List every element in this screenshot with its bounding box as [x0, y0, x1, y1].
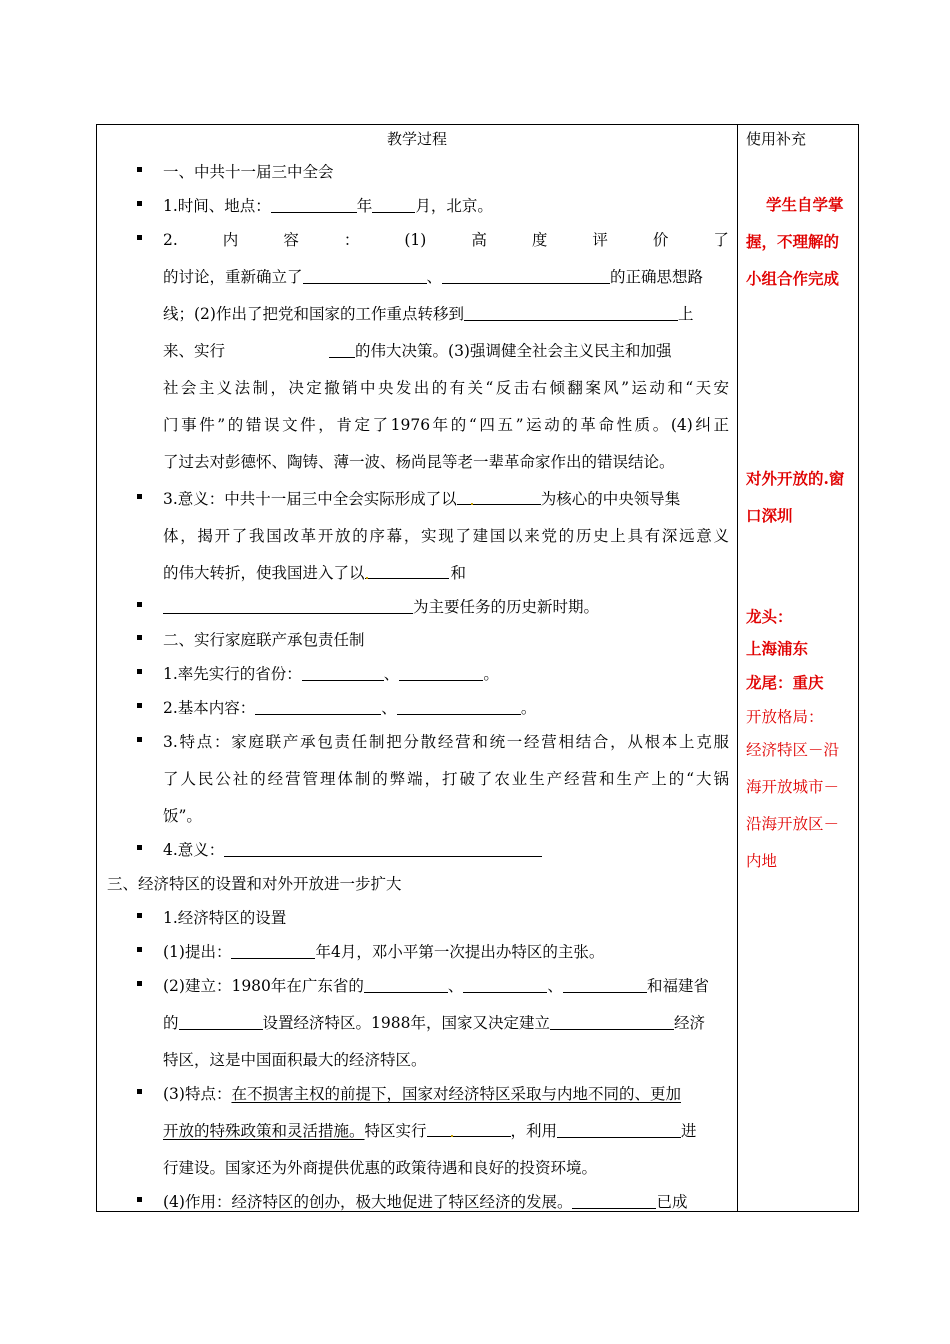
- blank-field: [457, 489, 541, 505]
- section-1-title: 一、中共十一届三中全会: [163, 163, 334, 181]
- blank-field: [224, 841, 542, 857]
- bullet-icon: [137, 635, 142, 640]
- blank-field: [231, 943, 315, 959]
- section-3-title: 三、经济特区的设置和对外开放进一步扩大: [107, 875, 402, 893]
- blank-field: [329, 342, 355, 358]
- blank-field: [163, 598, 413, 614]
- side-note-line: 内地: [746, 852, 778, 870]
- blank-field: [302, 665, 384, 681]
- blank-field: [303, 268, 427, 284]
- bullet-icon: [137, 669, 142, 674]
- blank-field: [365, 563, 449, 579]
- bullet-icon: [137, 167, 142, 172]
- lesson-table: [96, 124, 859, 1212]
- bullet-icon: [137, 1089, 142, 1094]
- blank-field: [179, 1014, 263, 1030]
- blank-field: [572, 1193, 656, 1209]
- bullet-icon: [137, 1197, 142, 1202]
- side-note-line: 开放格局：: [746, 708, 824, 726]
- blank-field: [654, 305, 678, 321]
- side-note-line: 龙尾：重庆: [746, 673, 824, 692]
- blank-field: [397, 699, 521, 715]
- side-note-line: 口深圳: [746, 506, 793, 525]
- blank-field: [399, 665, 483, 681]
- blank-field: [442, 268, 610, 284]
- side-note-line: 经济特区－沿: [746, 741, 840, 759]
- blank-field: [557, 1122, 681, 1138]
- side-note-line: 沿海开放区－: [746, 815, 840, 833]
- blank-field: [463, 977, 547, 993]
- blank-field: [550, 1014, 674, 1030]
- blank-field: [271, 197, 357, 213]
- blank-field: [255, 699, 381, 715]
- bullet-icon: [137, 913, 142, 918]
- side-note-line: 上海浦东: [746, 639, 809, 658]
- blank-field: [372, 197, 415, 213]
- side-column: [738, 125, 858, 1211]
- bullet-icon: [137, 947, 142, 952]
- bullet-icon: [137, 981, 142, 986]
- content-line: 2. 内 容 ： (1) 高 度 评 价 了: [163, 231, 729, 249]
- blank-field: [563, 977, 647, 993]
- side-note-line: 龙头：: [746, 607, 793, 626]
- section-2-title: 二、实行家庭联产承包责任制: [163, 631, 365, 649]
- main-column-header: 教学过程: [386, 130, 447, 148]
- bullet-icon: [137, 845, 142, 850]
- side-note-line: 学生自学掌: [766, 195, 844, 214]
- bullet-icon: [137, 235, 142, 240]
- bullet-icon: [137, 494, 142, 499]
- side-note-line: 海开放城市－: [746, 778, 840, 796]
- side-column-header: 使用补充: [746, 130, 807, 148]
- side-note-line: 对外开放的.窗: [746, 469, 845, 488]
- side-note-line: 小组合作完成: [746, 269, 840, 288]
- blank-field: [427, 1121, 511, 1137]
- side-note-line: 握，不理解的: [746, 232, 840, 251]
- blank-field: [364, 977, 448, 993]
- bullet-icon: [137, 201, 142, 206]
- bullet-icon: [137, 703, 142, 708]
- main-column: 教学过程 一、中共十一届三中全会 1.时间、地点： 年 月，北京。 2. 内 容 ： (1) 高 度 评 价 了 的讨论，重新确立了 、 的正确思想路 线；(2)作出了把党和国家的工作重点转移到 上 来、实行 的伟大决策。(3)强调健全社会主义民主和加强 社会主义法制，决定撤销中央发出的有关“反击右倾翻案风”运动和“天安 门事件”的错误文件，肯定了1976年的“四五”运动的革命性质。(4)纠正 了过去对彭德怀、陶铸、薄一波、杨尚昆等老一辈革命家作出的错误结论。 3.意义：中共十一届三中全会实际形成了以 为核心的中央领导集 体，揭开了我国改革开放的序幕，实现了建国以来党的历史上具有深远意义 的伟大转折，使我国进入了以 和 为主要任务的历史新时期。 二、实行家庭联产承包责任制 1.率先实行的省份： 、 。 2.基本内容： 、 。 3.特点：家庭联产承包责任制把分散经营和统一经营相结合，从根本上克服 了人民公社的经营管理体制的弊端，打破了农业生产经营和生产上的“大锅 饭”。 4.意义： 三、经济特区的设置和对外开放进一步扩大 1.经济特区的设置 (1)提出： 年4月，邓小平第一次提出办特区的主张。 (2)建立：1980年在广东省的 、 、 和福建省 的 设置经济特区。1988年，国家又决定建立 经济 特区，这是中国面积最大的经济特区。 (3)特点：在不损害主权的前提下，国家对经济特区采取与内地不同的、更加 开放的特殊政策和灵活措施。特区实行 ，利用 进 行建设。国家还为外商提供优惠的政策待遇和良好的投资环境。 (4)作用：经济特区的创办，极大地促进了特区经济的发展。 已成: [97, 125, 737, 1211]
- bullet-icon: [137, 602, 142, 607]
- bullet-icon: [137, 737, 142, 742]
- blank-field: [464, 305, 654, 321]
